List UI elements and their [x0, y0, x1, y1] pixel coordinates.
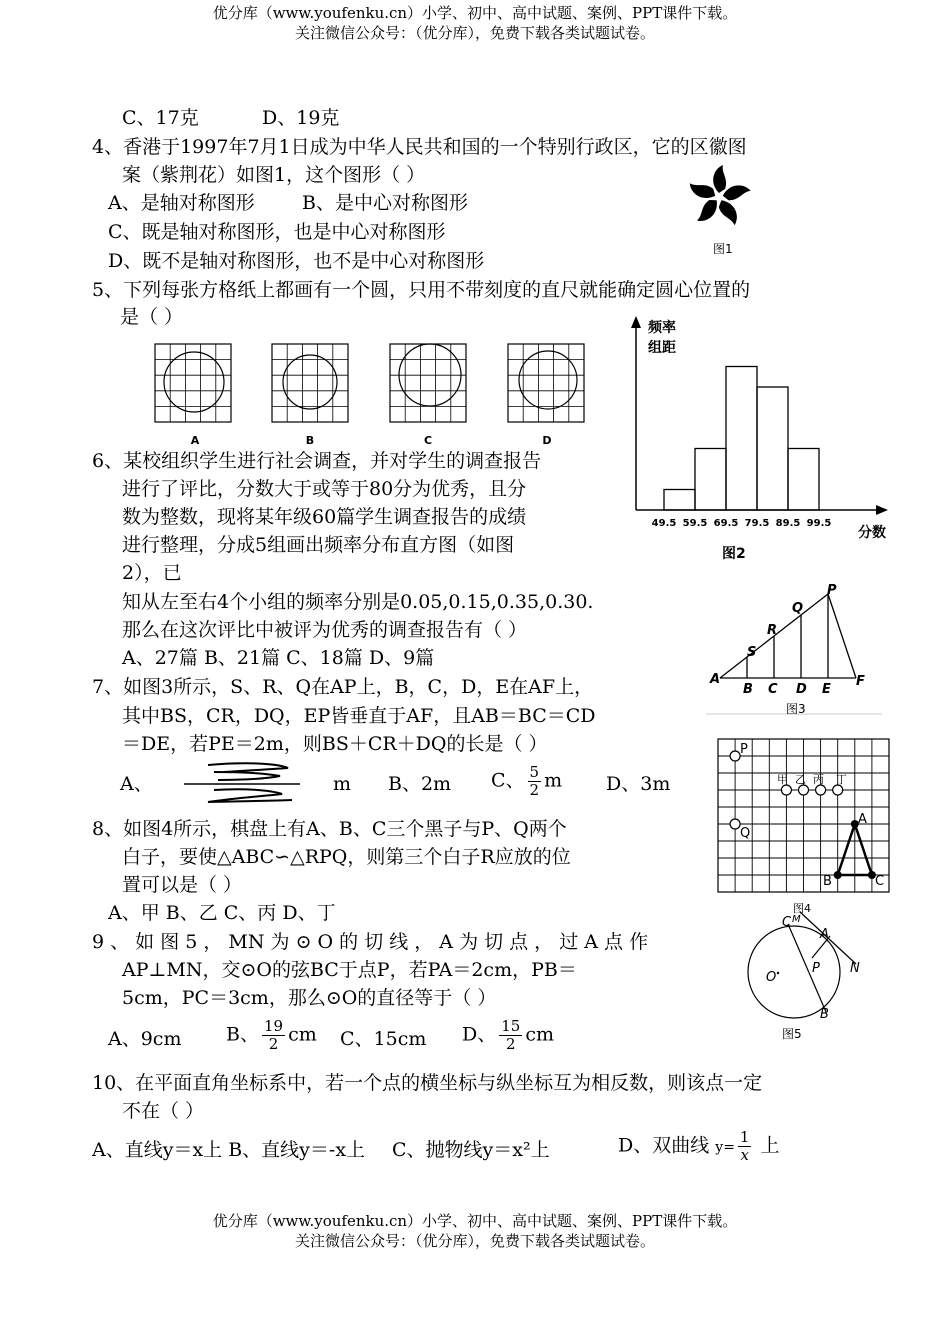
label-yi: 乙 [795, 773, 806, 786]
q6-options: A、27篇 B、21篇 C、18篇 D、9篇 [122, 647, 435, 669]
q6-stem-line-3: 数为整数，现将某年级60篇学生调查报告的成绩 [122, 506, 527, 528]
white-stone-p [730, 751, 740, 761]
histogram-bar [726, 367, 757, 511]
q7-stem-line-2: 其中BS，CR，DQ，EP皆垂直于AF，且AB＝BC＝CD [122, 705, 596, 727]
q8-options: A、甲 B、乙 C、丙 D、丁 [108, 902, 336, 924]
q4-stem-line-1: 4、香港于1997年7月1日成为中华人民共和国的一个特别行政区，它的区徽图 [92, 136, 747, 158]
label-c: C [782, 915, 792, 930]
petal-3 [716, 197, 743, 227]
q6-stem-line-7: 那么在这次评比中被评为优秀的调查报告有（ ） [122, 619, 528, 641]
q5-grid-figures [150, 340, 610, 452]
label-bing: 丙 [813, 773, 824, 786]
figure-5-circle [742, 906, 872, 1046]
q7-stem-line-3: ＝DE，若PE＝2m，则BS＋CR＋DQ的长是（ ） [122, 733, 548, 755]
figure-4-chessboard [717, 738, 893, 918]
q4-option-c: C、既是轴对称图形，也是中心对称图形 [108, 221, 446, 243]
candidate-yi [799, 785, 809, 795]
label-p: P [812, 961, 820, 976]
y-axis-arrow [631, 316, 641, 328]
footer-line-2: 关注微信公众号：（优分库），免费下载各类试题试卷。 [294, 1232, 655, 1250]
point-label-f: F [856, 674, 865, 689]
label-ding: 丁 [836, 773, 847, 786]
q9-option-d: D、 $\frac{15}{2}$ cm [462, 1017, 554, 1053]
q4-option-b: B、是中心对称图形 [302, 192, 468, 214]
q9-stem-line-2: AP⊥MN，交⊙O的弦BC于点P，若PA＝2cm，PB＝ [122, 959, 577, 981]
grid-b [272, 344, 348, 422]
q10-option-ab: A、直线y＝x上 B、直线y＝-x上 [92, 1139, 366, 1161]
q6-stem-line-2: 进行了评比，分数大于或等于80分为优秀，且分 [122, 478, 527, 500]
q9-option-b: B、 $\frac{19}{2}$ cm [226, 1017, 317, 1053]
figure-3-caption: 图3 [786, 702, 806, 716]
point-label-r: R [767, 623, 778, 638]
label-a: A [820, 927, 829, 942]
histogram-tick-label: 89.5 [775, 518, 801, 529]
histogram-figure [626, 312, 906, 572]
q6-stem-line-6: 知从左至右4个小组的频率分别是0.05,0.15,0.35,0.30. [122, 591, 594, 613]
grid-label-c: C [423, 434, 433, 447]
bauhinia-emblem-figure [686, 162, 752, 234]
white-stone-q [730, 819, 740, 829]
histogram-bar [664, 490, 695, 511]
q9-stem-line-1: 9 、 如 图 5 ， MN 为 ⊙ O 的 切 线 ， A 为 切 点 ， 过 A 点 作 [92, 931, 649, 953]
black-stone-b [834, 871, 842, 879]
q10-option-d: D、双曲线 y= $\frac{1}{x}$ 上 [618, 1128, 780, 1164]
label-b: B [820, 1007, 829, 1022]
q7-option-c: C、 $\frac{5}{2}$ m [491, 763, 563, 799]
histogram-tick-label: 79.5 [744, 518, 770, 529]
petal-1 [713, 165, 726, 193]
candidate-bing [816, 785, 826, 795]
histogram-tick-label: 59.5 [682, 518, 708, 529]
petal-5 [687, 180, 718, 201]
y-axis-label-line-2: 组距 [648, 340, 676, 356]
q5-stem-line-2: 是（ ） [120, 306, 184, 328]
point-label-q: Q [792, 601, 804, 616]
histogram-tick-label: 99.5 [806, 518, 832, 529]
figure-3-triangle [706, 582, 882, 718]
histogram-bar [695, 449, 726, 511]
histogram-tick-label: 49.5 [651, 518, 677, 529]
x-axis-label: 分数 [858, 525, 886, 541]
histogram-tick-label: 69.5 [713, 518, 739, 529]
candidate-ding [833, 785, 843, 795]
histogram-bar [788, 449, 819, 511]
q4-stem-line-2: 案（紫荆花）如图1，这个图形（ ） [122, 164, 426, 186]
x-axis-arrow [876, 505, 888, 515]
point-label-a: A [710, 672, 721, 687]
q7-option-a: A、 [120, 773, 153, 795]
q7-stem-line-1: 7、如图3所示，S、R、Q在AP上，B，C，D，E在AF上， [92, 676, 594, 698]
histogram-bar [757, 387, 788, 510]
figure-5-caption: 图5 [782, 1027, 802, 1041]
grid-c [390, 344, 466, 422]
q8-stem-line-1: 8、如图4所示，棋盘上有A、B、C三个黑子与P、Q两个 [92, 818, 567, 840]
histogram-bars [664, 367, 819, 511]
label-n: N [850, 961, 860, 976]
footer-line-1: 优分库（www.youfenku.cn）小学、初中、高中试题、案例、PPT课件下载。 [212, 1212, 738, 1230]
q9-option-c: C、15cm [340, 1028, 427, 1050]
histogram-tick-labels [652, 518, 832, 529]
q9-option-a: A、9cm [108, 1028, 182, 1050]
q8-stem-line-3: 置可以是（ ） [122, 874, 243, 896]
grid-a [155, 344, 231, 422]
q10-stem-line-2: 不在（ ） [122, 1100, 205, 1122]
header-line-2: 关注微信公众号：（优分库），免费下载各类试题试卷。 [294, 24, 655, 42]
point-label-c: C [768, 682, 778, 697]
figure-4-caption: 图4 [793, 902, 811, 915]
point-label-b: B [743, 682, 753, 697]
q7-option-a-unit: m [333, 773, 352, 795]
label-p: P [740, 742, 748, 757]
point-label-e: E [822, 682, 831, 697]
grid-label-d: D [542, 434, 552, 447]
q8-stem-line-2: 白子，要使△ABC∽△RPQ，则第三个白子R应放的位 [122, 846, 571, 868]
label-a: A [858, 812, 867, 827]
point-label-s: S [747, 645, 757, 660]
q10-option-c: C、抛物线y＝x²上 [392, 1139, 550, 1161]
label-c: C [875, 874, 885, 889]
y-axis-label-line-1: 频率 [648, 320, 676, 336]
label-b: B [823, 874, 832, 889]
label-jia: 甲 [777, 773, 788, 786]
grid-label-a: A [190, 434, 200, 447]
q4-option-a: A、是轴对称图形 [108, 192, 255, 214]
grid-label-b: B [305, 434, 315, 447]
q3-option-c: C、17克 [122, 107, 199, 129]
q6-stem-line-4: 进行整理，分成5组画出频率分布直方图（如图 [122, 534, 515, 556]
candidate-jia [781, 785, 791, 795]
figure-2-caption: 图2 [722, 546, 746, 562]
grid-d [508, 344, 584, 422]
q6-stem-line-1: 6、某校组织学生进行社会调查，并对学生的调查报告 [92, 450, 542, 472]
q4-option-d: D、既不是轴对称图形，也不是中心对称图形 [108, 250, 485, 272]
label-m: M [792, 914, 801, 925]
header-line-1: 优分库（www.youfenku.cn）小学、初中、高中试题、案例、PPT课件下载。 [212, 4, 738, 22]
q5-stem-line-1: 5、下列每张方格纸上都画有一个圆，只用不带刻度的直尺就能确定圆心位置的 [92, 279, 751, 301]
q3-option-d: D、19克 [262, 107, 340, 129]
q6-stem-line-5: 2），已 [122, 562, 182, 584]
point-label-d: D [796, 682, 807, 697]
label-o: O [766, 970, 777, 985]
q10-stem-line-1: 10、在平面直角坐标系中，若一个点的横坐标与纵坐标互为相反数，则该点一定 [92, 1072, 763, 1094]
q7-option-a-garbled-fraction [184, 760, 300, 806]
figure-1-caption: 图1 [713, 242, 733, 256]
point-label-p: P [827, 583, 837, 598]
q9-stem-line-3: 5cm，PC＝3cm，那么⊙O的直径等于（ ） [122, 987, 497, 1009]
label-q: Q [740, 826, 751, 841]
q7-option-d: D、3m [606, 773, 671, 795]
q7-option-b: B、2m [388, 773, 452, 795]
